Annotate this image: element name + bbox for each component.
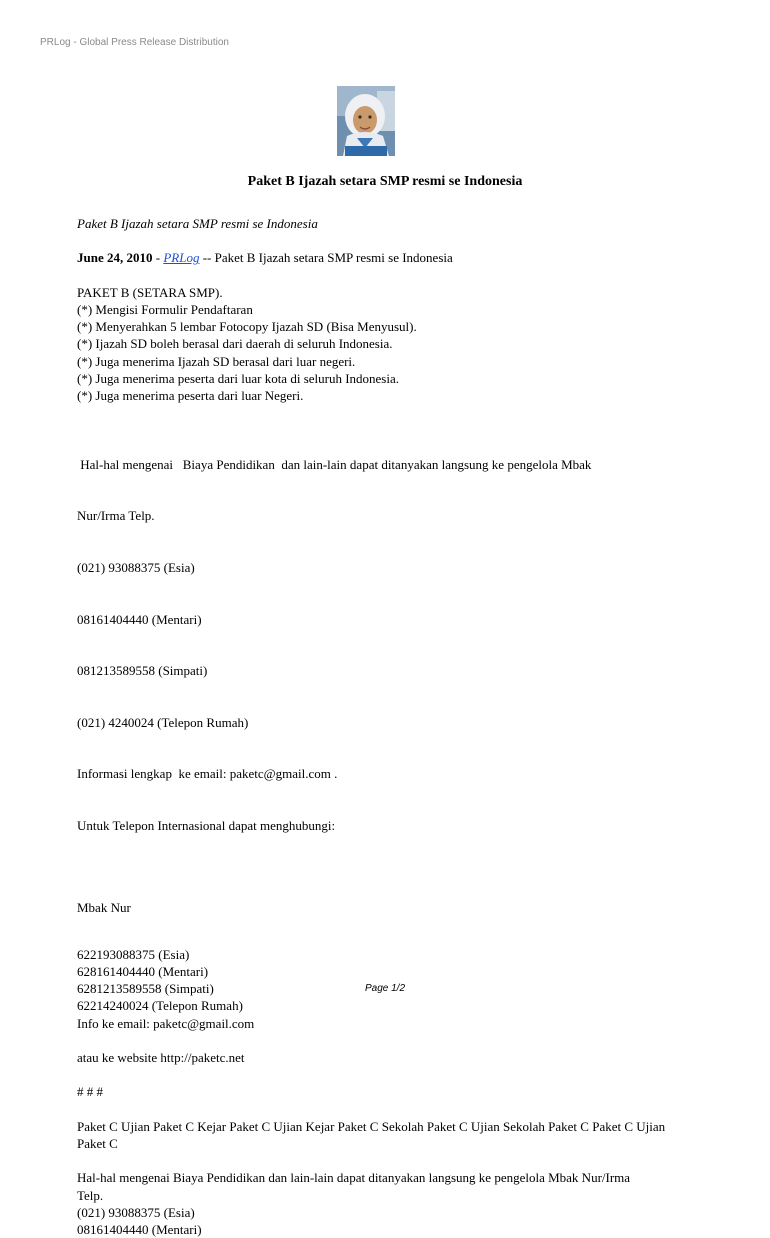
text-line: 628161404440 (Mentari) <box>77 964 209 980</box>
contact-info-block <box>77 421 697 868</box>
text-line: 62214240024 (Telepon Rumah) <box>77 998 243 1014</box>
requirements-list <box>77 284 697 404</box>
list-item: (*) Juga menerima peserta dari luar Negeri. <box>77 388 304 403</box>
text-line: (021) 4240024 (Telepon Rumah) <box>77 714 249 730</box>
list-item: (*) Mengisi Formulir Pendaftaran <box>77 301 253 317</box>
release-date: June 24, 2010 <box>77 250 153 266</box>
text-line: 6281213589558 (Simpati) <box>77 981 214 997</box>
text-line: Nur/Irma Telp. <box>77 508 155 524</box>
list-item: (*) Juga menerima peserta dari luar kota di seluruh Indonesia. <box>77 370 399 386</box>
text-line: Untuk Telepon Internasional dapat menghubungi: <box>77 818 336 834</box>
text-line: 081213589558 (Simpati) <box>77 663 208 679</box>
person-photo-icon <box>337 86 395 156</box>
press-release-title: Paket B Ijazah setara SMP resmi se Indonesia <box>247 174 523 189</box>
text-line: (021) 93088375 (Esia) <box>77 560 195 576</box>
text-line: 622193088375 (Esia) <box>77 946 190 962</box>
text-line: 08161404440 (Mentari) <box>77 1222 202 1238</box>
press-release-body <box>77 215 697 1238</box>
subtitle: Paket B Ijazah setara SMP resmi se Indonesia <box>77 216 318 231</box>
website-line: atau ke website http://paketc.net <box>77 1050 245 1066</box>
tags-line: Paket C Ujian Paket C Kejar Paket C Ujian Kejar Paket C Sekolah Paket C Ujian Sekolah Paket C Paket C Ujian Paket C <box>77 1118 666 1152</box>
text-line: Hal-hal mengenai Biaya Pendidikan dan lain-lain dapat ditanyakan langsung ke pengelola Mbak Nur/Irma <box>77 1170 631 1186</box>
page-header: PRLog - Global Press Release Distribution <box>40 37 229 48</box>
dateline <box>77 249 697 266</box>
text-line: 08161404440 (Mentari) <box>77 611 202 627</box>
list-item: (*) Ijazah SD boleh berasal dari daerah di seluruh Indonesia. <box>77 336 393 352</box>
list-item: (*) Menyerahkan 5 lembar Fotocopy Ijazah SD (Bisa Menyusul). <box>77 319 417 335</box>
list-item: PAKET B (SETARA SMP). <box>77 284 223 300</box>
text-line: Info ke email: paketc@gmail.com <box>77 1015 255 1031</box>
prlog-link[interactable]: PRLog <box>163 250 200 266</box>
text-line: Informasi lengkap ke email: paketc@gmail.com . <box>77 766 338 782</box>
contact-name: Mbak Nur <box>77 899 131 915</box>
end-separator: # # # <box>77 1084 103 1100</box>
dateline-separator: - <box>152 250 164 266</box>
text-line: Telp. <box>77 1187 104 1203</box>
page-number: Page 1/2 <box>364 983 406 994</box>
list-item: (*) Juga menerima Ijazah SD berasal dari luar negeri. <box>77 353 356 369</box>
author-photo <box>337 86 395 156</box>
text-line: (021) 93088375 (Esia) <box>77 1204 195 1220</box>
dateline-text: -- Paket B Ijazah setara SMP resmi se Indonesia <box>199 250 453 266</box>
additional-info-block <box>77 1169 697 1238</box>
text-line: Hal-hal mengenai Biaya Pendidikan dan lain-lain dapat ditanyakan langsung ke pengelola Mbak <box>77 456 592 472</box>
